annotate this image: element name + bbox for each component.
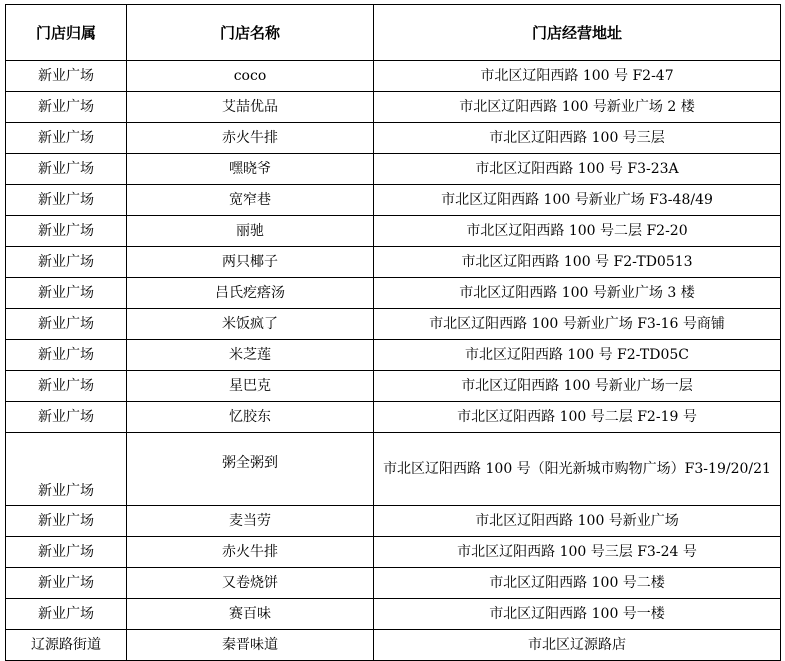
cell-store-name: 嘿晓爷 xyxy=(127,154,374,185)
store-table xyxy=(5,4,781,661)
cell-area: 新业广场 xyxy=(6,278,127,309)
table-row xyxy=(6,92,781,123)
cell-area: 新业广场 xyxy=(6,92,127,123)
cell-area: 新业广场 xyxy=(6,402,127,433)
cell-store-name: 又卷烧饼 xyxy=(127,568,374,599)
cell-address: 市北区辽阳西路 100 号（阳光新城市购物广场）F3-19/20/21 xyxy=(374,433,781,506)
cell-address: 市北区辽阳西路 100 号新业广场 F3-48/49 xyxy=(374,185,781,216)
cell-store-name: 两只椰子 xyxy=(127,247,374,278)
cell-address: 市北区辽阳西路 100 号二层 F2-20 xyxy=(374,216,781,247)
header-address: 门店经营地址 xyxy=(374,5,781,61)
cell-area: 新业广场 xyxy=(6,247,127,278)
cell-address: 市北区辽阳西路 100 号三层 xyxy=(374,123,781,154)
cell-address: 市北区辽阳西路 100 号新业广场 2 楼 xyxy=(374,92,781,123)
table-row xyxy=(6,185,781,216)
cell-area: 新业广场 xyxy=(6,537,127,568)
cell-store-name: 赤火牛排 xyxy=(127,537,374,568)
cell-address: 市北区辽阳西路 100 号一楼 xyxy=(374,599,781,630)
table-row xyxy=(6,247,781,278)
cell-area: 新业广场 xyxy=(6,309,127,340)
cell-store-name: 米饭疯了 xyxy=(127,309,374,340)
cell-address: 市北区辽阳西路 100 号二楼 xyxy=(374,568,781,599)
header-area: 门店归属 xyxy=(6,5,127,61)
table-row xyxy=(6,506,781,537)
table-row xyxy=(6,278,781,309)
table-row xyxy=(6,599,781,630)
cell-store-name: 米芝莲 xyxy=(127,340,374,371)
cell-area: 新业广场 xyxy=(6,340,127,371)
table-row xyxy=(6,216,781,247)
table-row xyxy=(6,433,781,506)
cell-address: 市北区辽源路店 xyxy=(374,630,781,661)
table-body xyxy=(6,61,781,661)
table-row xyxy=(6,309,781,340)
cell-store-name: coco xyxy=(127,61,374,92)
cell-area: 新业广场 xyxy=(6,506,127,537)
header-store-name: 门店名称 xyxy=(127,5,374,61)
cell-area: 新业广场 xyxy=(6,154,127,185)
cell-area: 新业广场 xyxy=(6,61,127,92)
cell-address: 市北区辽阳西路 100 号二层 F2-19 号 xyxy=(374,402,781,433)
cell-store-name: 吕氏疙瘩汤 xyxy=(127,278,374,309)
cell-area: 新业广场 xyxy=(6,216,127,247)
cell-address: 市北区辽阳西路 100 号新业广场 3 楼 xyxy=(374,278,781,309)
cell-address: 市北区辽阳西路 100 号新业广场一层 xyxy=(374,371,781,402)
cell-store-name: 粥全粥到 xyxy=(127,433,374,506)
cell-address: 市北区辽阳西路 100 号 F2-TD0513 xyxy=(374,247,781,278)
cell-store-name: 秦晋味道 xyxy=(127,630,374,661)
table-header-row xyxy=(6,5,781,61)
cell-area: 新业广场 xyxy=(6,185,127,216)
cell-store-name: 赤火牛排 xyxy=(127,123,374,154)
cell-store-name: 麦当劳 xyxy=(127,506,374,537)
table-row xyxy=(6,371,781,402)
cell-area: 新业广场 xyxy=(6,433,127,506)
table-row xyxy=(6,402,781,433)
cell-store-name: 赛百味 xyxy=(127,599,374,630)
cell-address: 市北区辽阳西路 100 号三层 F3-24 号 xyxy=(374,537,781,568)
table-row xyxy=(6,61,781,92)
cell-address: 市北区辽阳西路 100 号 F2-47 xyxy=(374,61,781,92)
cell-store-name: 丽驰 xyxy=(127,216,374,247)
cell-address: 市北区辽阳西路 100 号新业广场 xyxy=(374,506,781,537)
cell-area: 辽源路街道 xyxy=(6,630,127,661)
cell-store-name: 星巴克 xyxy=(127,371,374,402)
cell-store-name: 艾喆优品 xyxy=(127,92,374,123)
cell-store-name: 宽窄巷 xyxy=(127,185,374,216)
table-row xyxy=(6,123,781,154)
table-row xyxy=(6,340,781,371)
table-row xyxy=(6,537,781,568)
cell-address: 市北区辽阳西路 100 号 F3-23A xyxy=(374,154,781,185)
cell-area: 新业广场 xyxy=(6,371,127,402)
table-row xyxy=(6,568,781,599)
cell-area: 新业广场 xyxy=(6,123,127,154)
cell-area: 新业广场 xyxy=(6,568,127,599)
cell-address: 市北区辽阳西路 100 号新业广场 F3-16 号商铺 xyxy=(374,309,781,340)
table-row xyxy=(6,630,781,661)
cell-store-name: 忆胶东 xyxy=(127,402,374,433)
cell-area: 新业广场 xyxy=(6,599,127,630)
cell-address: 市北区辽阳西路 100 号 F2-TD05C xyxy=(374,340,781,371)
table-row xyxy=(6,154,781,185)
